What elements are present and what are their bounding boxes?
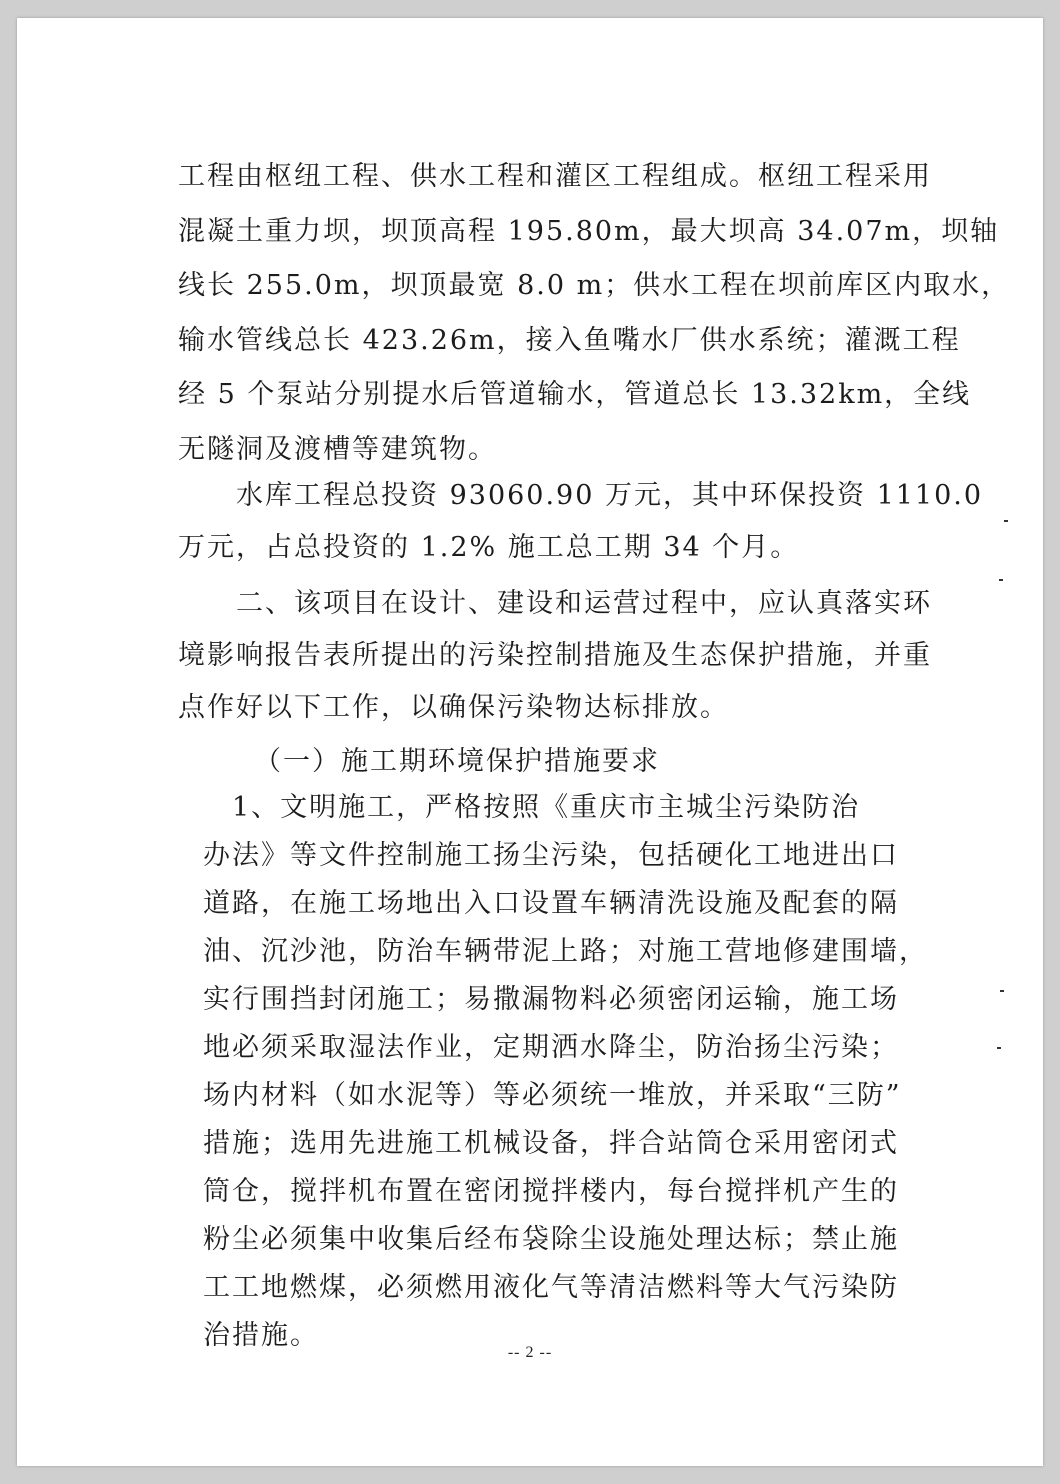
paragraph-investment <box>178 470 983 574</box>
text-line: 二、该项目在设计、建设和运营过程中，应认真落实环 <box>178 588 932 619</box>
text-line: 筒仓，搅拌机布置在密闭搅拌楼内，每台搅拌机产生的 <box>203 1176 899 1207</box>
scan-speck <box>997 1047 1001 1049</box>
page-number: -- 2 -- <box>507 1344 553 1361</box>
text-line: 粉尘必须集中收集后经布袋除尘设施处理达标；禁止施 <box>203 1224 899 1255</box>
text-line: 实行围挡封闭施工；易撒漏物料必须密闭运输，施工场 <box>203 984 899 1015</box>
text-line: 混凝土重力坝，坝顶高程 195.80m，最大坝高 34.07m，坝轴 <box>178 215 1000 247</box>
text-line: 治措施。 <box>203 1320 319 1351</box>
text-line: 输水管线总长 423.26m，接入鱼嘴水厂供水系统；灌溉工程 <box>178 324 961 356</box>
text-line: 油、沉沙池，防治车辆带泥上路；对施工营地修建围墙， <box>203 936 928 967</box>
text-line: 万元，占总投资的 1.2% 施工总工期 34 个月。 <box>178 532 800 563</box>
text-line: 境影响报告表所提出的污染控制措施及生态保护措施，并重 <box>178 640 932 671</box>
scan-speck <box>1004 520 1008 522</box>
scan-speck <box>1000 990 1004 992</box>
text-line: 措施；选用先进施工机械设备，拌合站筒仓采用密闭式 <box>203 1128 899 1159</box>
text-line: 道路，在施工场地出入口设置车辆清洗设施及配套的隔 <box>203 888 899 919</box>
paragraph-project-composition <box>178 150 1010 477</box>
subheading-construction-measures: （一）施工期环境保护措施要求 <box>254 746 660 777</box>
text-line: 无隧洞及渡槽等建筑物。 <box>178 433 497 465</box>
text-line: 工程由枢纽工程、供水工程和灌区工程组成。枢纽工程采用 <box>178 161 932 192</box>
scan-speck <box>999 579 1003 581</box>
text-line: 点作好以下工作，以确保污染物达标排放。 <box>178 692 729 723</box>
text-line: 办法》等文件控制施工扬尘污染，包括硬化工地进出口 <box>203 840 899 871</box>
text-line: 工工地燃煤，必须燃用液化气等清洁燃料等大气污染防 <box>203 1272 899 1303</box>
text-line: 水库工程总投资 93060.90 万元，其中环保投资 1110.0 <box>178 480 984 511</box>
text-line: 1、文明施工，严格按照《重庆市主城尘污染防治 <box>203 792 861 823</box>
text-line: 场内材料（如水泥等）等必须统一堆放，并采取“三防” <box>203 1080 902 1111</box>
text-line: 经 5 个泵站分别提水后管道输水，管道总长 13.32km，全线 <box>178 379 972 410</box>
list-item-civilized-construction <box>203 784 928 1360</box>
text-line: 线长 255.0m，坝顶最宽 8.0 m；供水工程在坝前库区内取水， <box>178 270 1011 301</box>
text-line: 地必须采取湿法作业，定期洒水降尘，防治扬尘污染； <box>203 1032 899 1063</box>
paragraph-section-two <box>178 578 932 734</box>
